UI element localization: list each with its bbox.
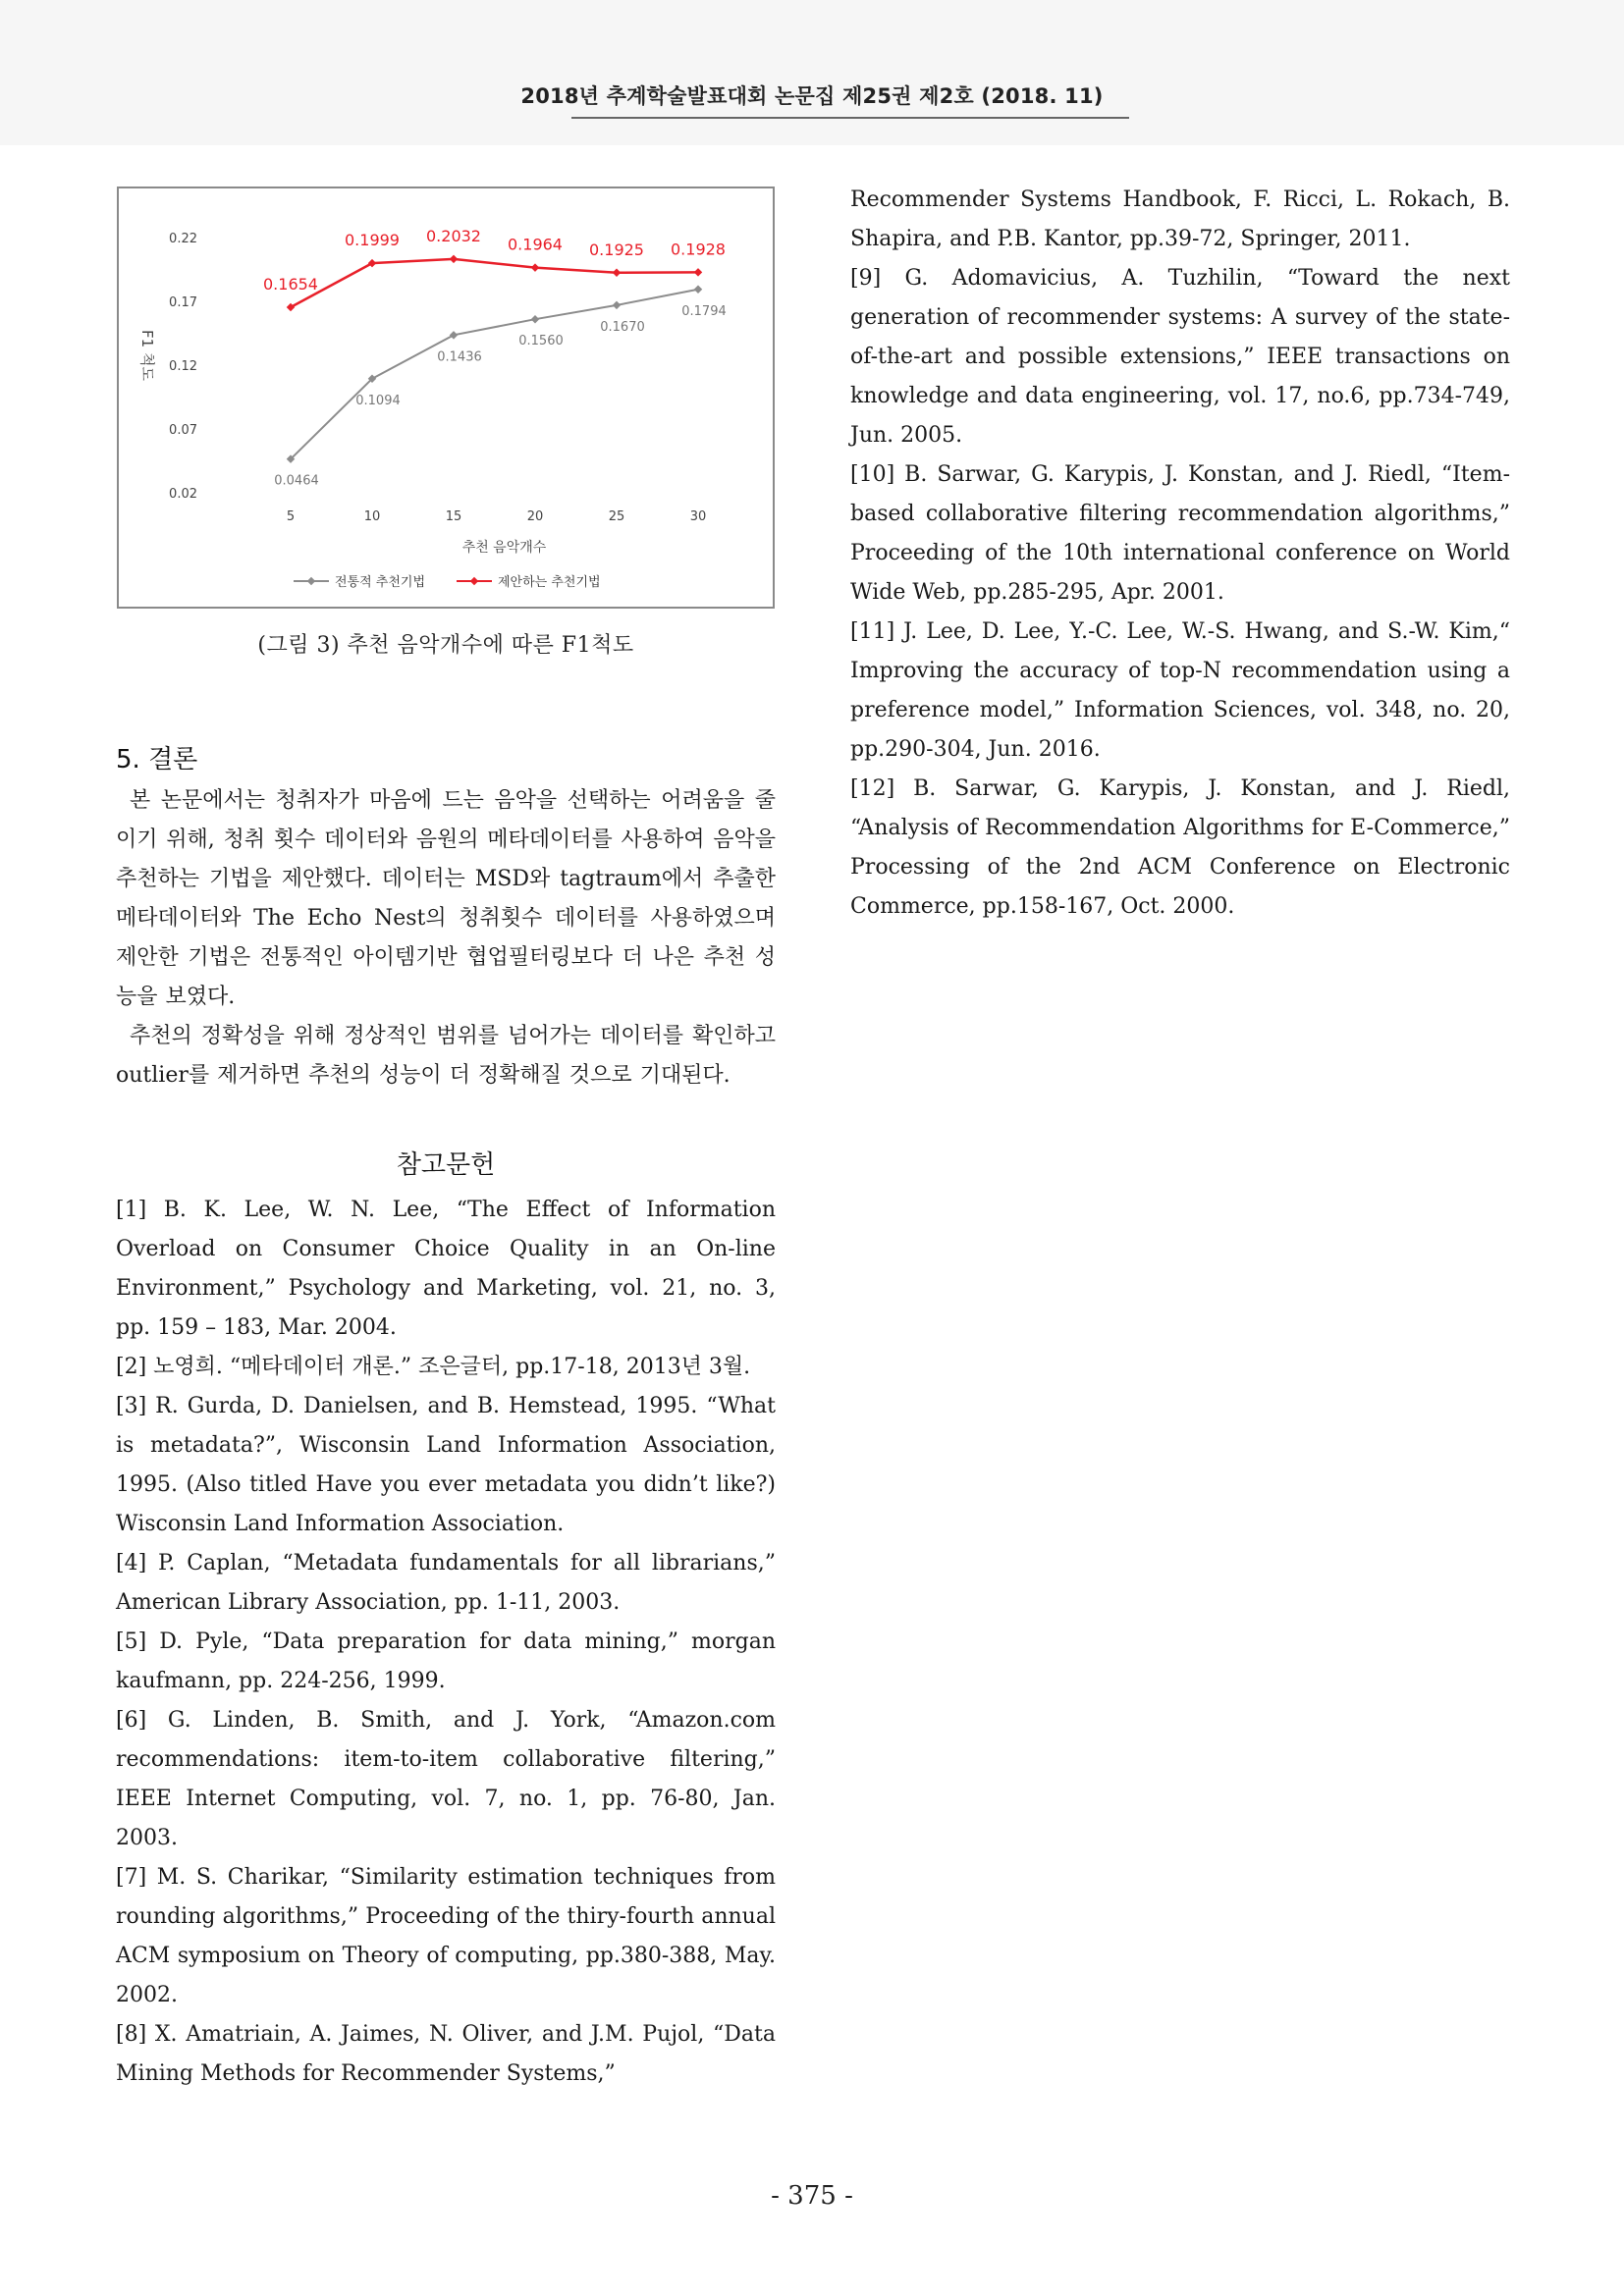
series-line-2 xyxy=(291,259,698,307)
journal-header-title: 2018년 추계학술발표대회 논문집 제25권 제2호 (2018. 11) xyxy=(520,84,1104,108)
reference-item: [1] B. K. Lee, W. N. Lee, “The Effect of Information Overload on Consumer Choice Quality in an On-line Environment,” Psychology and Marketing, vol. 21, no. 3, pp. 159 – 183, Mar. 2004. xyxy=(116,1198,776,1340)
x-tick-label: 25 xyxy=(608,509,625,524)
reference-item: [2] 노영희. “메타데이터 개론.” 조은글터, pp.17-18, 2013년 3월. xyxy=(116,1355,751,1379)
page-header xyxy=(0,0,1624,145)
x-tick-label: 15 xyxy=(445,509,462,524)
data-label: 0.1928 xyxy=(671,240,726,259)
data-label: 0.2032 xyxy=(426,226,481,245)
data-label: 0.1964 xyxy=(508,235,563,254)
references-heading: 참고문헌 xyxy=(396,1150,496,1180)
figure-caption: (그림 3) 추천 음악개수에 따른 F1척도 xyxy=(257,633,634,658)
data-label: 0.1925 xyxy=(589,240,644,259)
data-label: 0.1560 xyxy=(518,334,564,349)
x-axis-label: 추천 음악개수 xyxy=(461,540,547,556)
reference-item: [9] G. Adomavicius, A. Tuzhilin, “Toward the next generation of recommender systems: A survey of the state-of-the-art and possible extensions,” IEEE transactions on knowledge and data engineering, vol. 17, no.6, pp.734-749, Jun. 2005. xyxy=(850,266,1510,448)
x-tick-label: 30 xyxy=(689,509,707,524)
f1-score-chart xyxy=(117,187,775,609)
series-line-1 xyxy=(291,290,698,459)
reference-item: [6] G. Linden, B. Smith, and J. York, “Amazon.com recommendations: item-to-item collaborative filtering,” IEEE Internet Computing, vol. 7, no. 1, pp. 76-80, Jan. 2003. xyxy=(116,1708,776,1850)
y-tick-label: 0.07 xyxy=(169,423,197,438)
right-column xyxy=(850,181,1510,927)
data-point xyxy=(531,263,539,271)
data-point xyxy=(450,255,458,263)
reference-item: [7] M. S. Charikar, “Similarity estimation techniques from rounding algorithms,” Proceeding of the thiry-fourth annual ACM symposium on Theory of computing, pp.380-388, May. 2002. xyxy=(116,1865,776,2007)
y-tick-label: 0.17 xyxy=(169,295,197,310)
data-label: 0.1794 xyxy=(681,303,727,319)
reference-item: [4] P. Caplan, “Metadata fundamentals for all librarians,” American Library Association, pp. 1-11, 2003. xyxy=(116,1551,776,1615)
reference-item: [12] B. Sarwar, G. Karypis, J. Konstan, and J. Riedl, “Analysis of Recommendation Algorithms for E-Commerce,” Processing of the 2nd ACM Conference on Electronic Commerce, pp.158-167, Oct. 2000. xyxy=(850,776,1510,919)
header-underline xyxy=(571,117,1129,119)
x-tick-label: 10 xyxy=(363,509,381,524)
data-point xyxy=(613,269,621,277)
y-tick-label: 0.22 xyxy=(169,232,197,246)
data-label: 0.1654 xyxy=(263,274,318,294)
data-label: 0.0464 xyxy=(274,473,319,489)
conclusion-heading: 5. 결론 xyxy=(116,745,198,774)
data-point xyxy=(694,286,702,294)
legend-marker xyxy=(307,577,315,585)
y-axis-label: F1 척도 xyxy=(138,330,156,381)
reference-item: [3] R. Gurda, D. Danielsen, and B. Hemstead, 1995. “What is metadata?”, Wisconsin Land Information Association, 1995. (Also titled Have you ever metadata you didn’t like?) Wisconsin Land Information Association. xyxy=(116,1394,776,1536)
data-label: 0.1436 xyxy=(437,349,482,365)
data-point xyxy=(450,331,458,339)
x-tick-label: 20 xyxy=(526,509,544,524)
page-number: - 375 - xyxy=(771,2181,853,2211)
data-point xyxy=(531,315,539,323)
y-tick-label: 0.12 xyxy=(169,359,197,374)
reference-item: [5] D. Pyle, “Data preparation for data mining,” morgan kaufmann, pp. 224-256, 1999. xyxy=(116,1629,776,1693)
data-point xyxy=(613,301,621,309)
chart-svg xyxy=(119,188,773,607)
data-label: 0.1999 xyxy=(345,231,400,250)
y-tick-label: 0.02 xyxy=(169,487,197,502)
reference-item: Recommender Systems Handbook, F. Ricci, L. Rokach, B. Shapira, and P.B. Kantor, pp.39-72, Springer, 2011. xyxy=(850,187,1510,251)
legend-marker xyxy=(470,577,478,585)
data-label: 0.1670 xyxy=(600,319,645,335)
reference-item: [11] J. Lee, D. Lee, Y.-C. Lee, W.-S. Hwang, and S.-W. Kim,“ Improving the accuracy of top-N recommendation using a preference model,” Information Sciences, vol. 348, no. 20, pp.290-304, Jun. 2016. xyxy=(850,619,1510,762)
reference-item: [10] B. Sarwar, G. Karypis, J. Konstan, and J. Riedl, “Item-based collaborative filtering recommendation algorithms,” Proceeding of the 10th international conference on World Wide Web, pp.285-295, Apr. 2001. xyxy=(850,462,1510,605)
legend-entry: 제안하는 추천기법 xyxy=(498,575,601,590)
reference-item: [8] X. Amatriain, A. Jaimes, N. Oliver, and J.M. Pujol, “Data Mining Methods for Recommender Systems,” xyxy=(116,2022,776,2086)
data-label: 0.1094 xyxy=(355,393,401,408)
data-point xyxy=(694,268,702,276)
conclusion-paragraph-2: 추천의 정확성을 위해 정상적인 범위를 넘어가는 데이터를 확인하고 outlier를 제거하면 추천의 성능이 더 정확해질 것으로 기대된다. xyxy=(116,1024,776,1088)
x-tick-label: 5 xyxy=(286,509,296,524)
left-column xyxy=(116,181,776,2094)
legend-entry: 전통적 추천기법 xyxy=(335,575,426,590)
conclusion-paragraph-1: 본 논문에서는 청취자가 마음에 드는 음악을 선택하는 어려움을 줄이기 위해, 청취 횟수 데이터와 음원의 메타데이터를 사용하여 음악을 추천하는 기법을 제안했다. 데이터는 MSD와 tagtraum에서 추출한 메타데이터와 The Echo Nest의 청취횟수 데이터를 사용하였으며 제안한 기법은 전통적인 아이템기반 협업필터링보다 더 나은 추천 성능을 보였다. xyxy=(116,788,776,1009)
